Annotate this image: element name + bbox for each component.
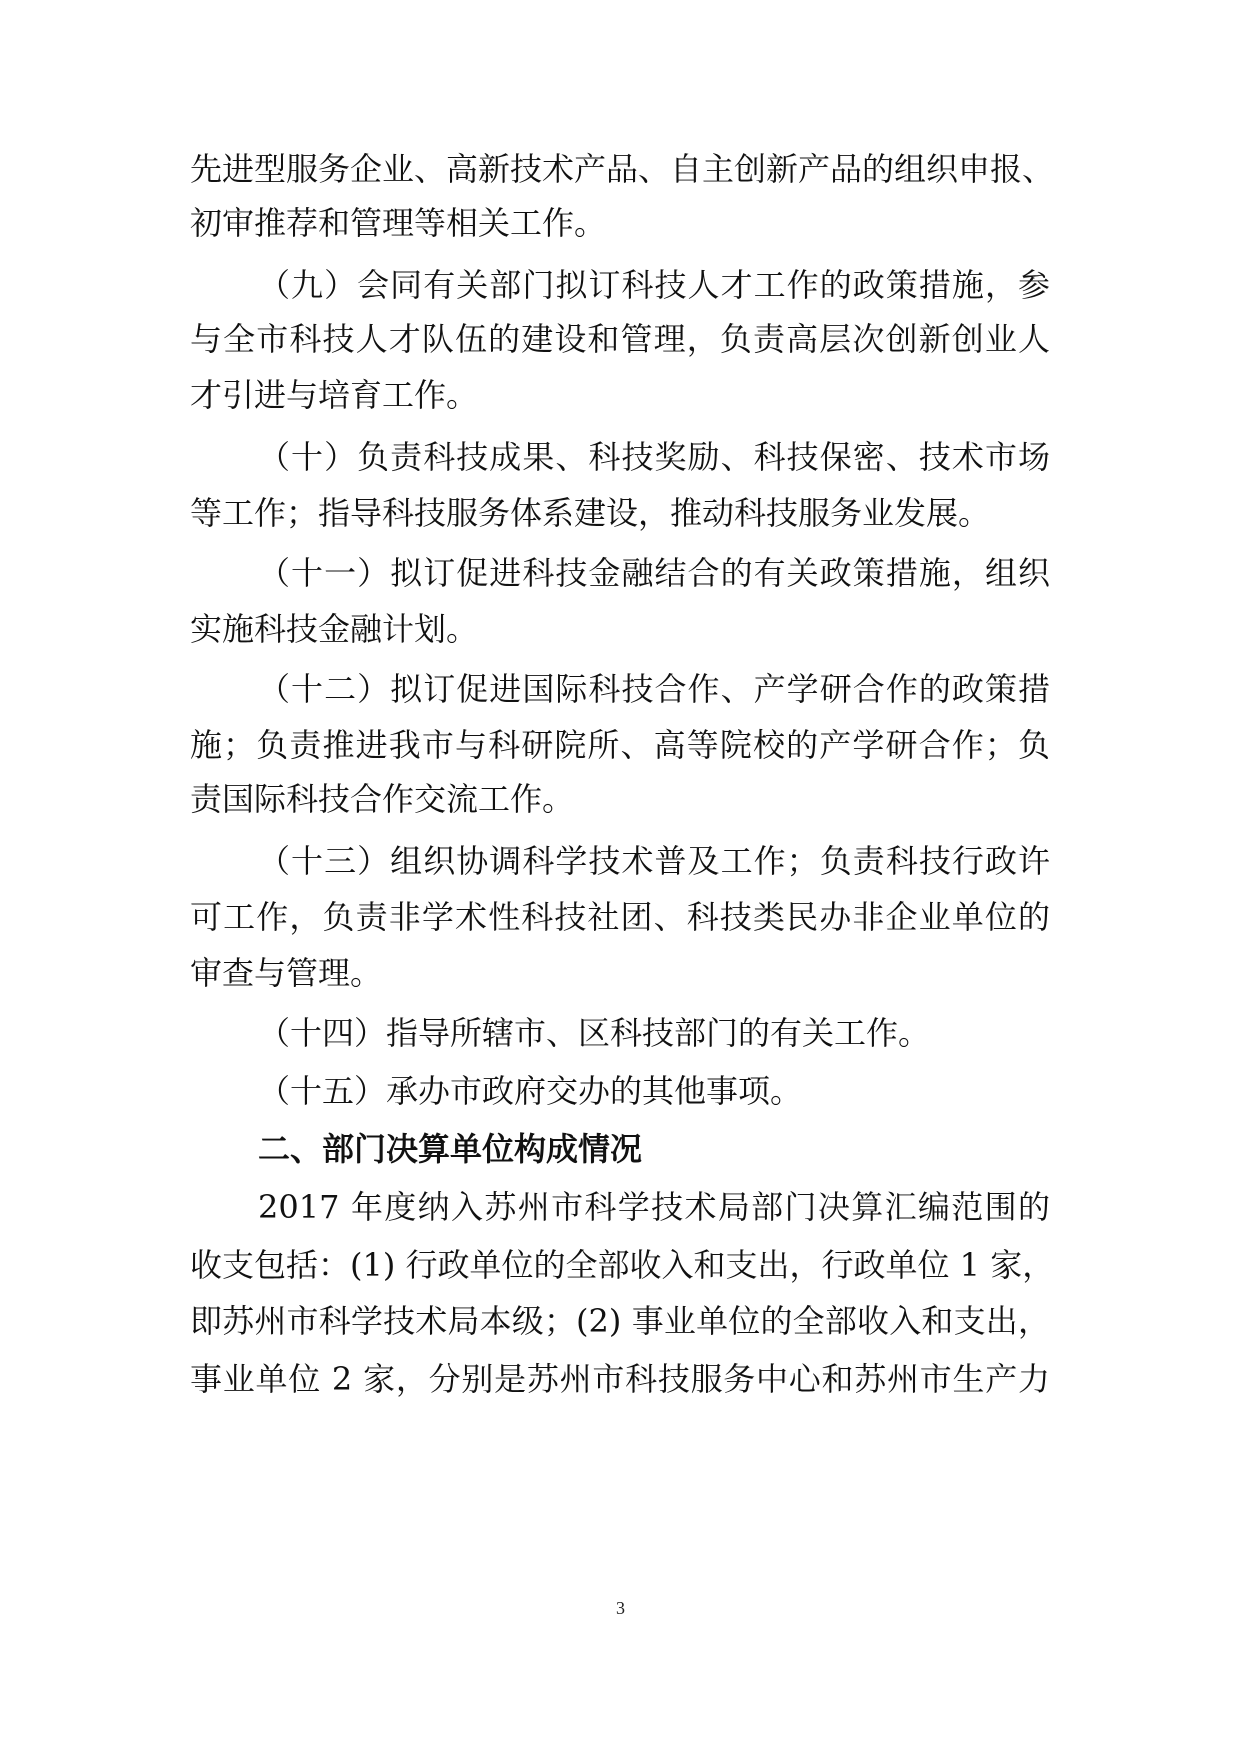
paragraph-13-line-2: 可工作，负责非学术性科技社团、科技类民办非企业单位的 [190, 898, 1050, 936]
paragraph-9-line-2: 与全市科技人才队伍的建设和管理，负责高层次创新创业人 [190, 320, 1050, 358]
paragraph-10-line-2: 等工作；指导科技服务体系建设，推动科技服务业发展。 [190, 494, 991, 532]
section-body-line-4: 事业单位 2 家，分别是苏州市科技服务中心和苏州市生产力 [190, 1360, 1050, 1398]
paragraph-13-line-3: 审查与管理。 [190, 954, 383, 992]
page-number: 3 [616, 1598, 625, 1618]
paragraph-9-line-3: 才引进与培育工作。 [190, 376, 479, 414]
paragraph-11-line-2: 实施科技金融计划。 [190, 610, 479, 648]
paragraph-11-line-1: （十一）拟订促进科技金融结合的有关政策措施，组织 [258, 554, 1050, 592]
paragraph-9-line-1: （九）会同有关部门拟订科技人才工作的政策措施，参 [258, 266, 1050, 304]
section-heading: 二、部门决算单位构成情况 [258, 1130, 643, 1168]
paragraph-14-line-1: （十四）指导所辖市、区科技部门的有关工作。 [258, 1014, 931, 1052]
section-body-line-3: 即苏州市科学技术局本级；(2) 事业单位的全部收入和支出， [190, 1302, 1050, 1340]
paragraph-12-line-3: 责国际科技合作交流工作。 [190, 780, 575, 818]
section-body-line-1: 2017 年度纳入苏州市科学技术局部门决算汇编范围的 [258, 1188, 1050, 1226]
paragraph-10-line-1: （十）负责科技成果、科技奖励、科技保密、技术市场 [258, 438, 1050, 476]
section-body-line-2: 收支包括：(1) 行政单位的全部收入和支出，行政单位 1 家， [190, 1246, 1055, 1284]
paragraph-12-line-2: 施；负责推进我市与科研院所、高等院校的产学研合作；负 [190, 726, 1050, 764]
body-line-2: 初审推荐和管理等相关工作。 [190, 204, 607, 242]
body-line-1: 先进型服务企业、高新技术产品、自主创新产品的组织申报、 [190, 150, 1055, 188]
paragraph-15-line-1: （十五）承办市政府交办的其他事项。 [258, 1072, 803, 1110]
paragraph-12-line-1: （十二）拟订促进国际科技合作、产学研合作的政策措 [258, 670, 1050, 708]
paragraph-13-line-1: （十三）组织协调科学技术普及工作；负责科技行政许 [258, 842, 1050, 880]
